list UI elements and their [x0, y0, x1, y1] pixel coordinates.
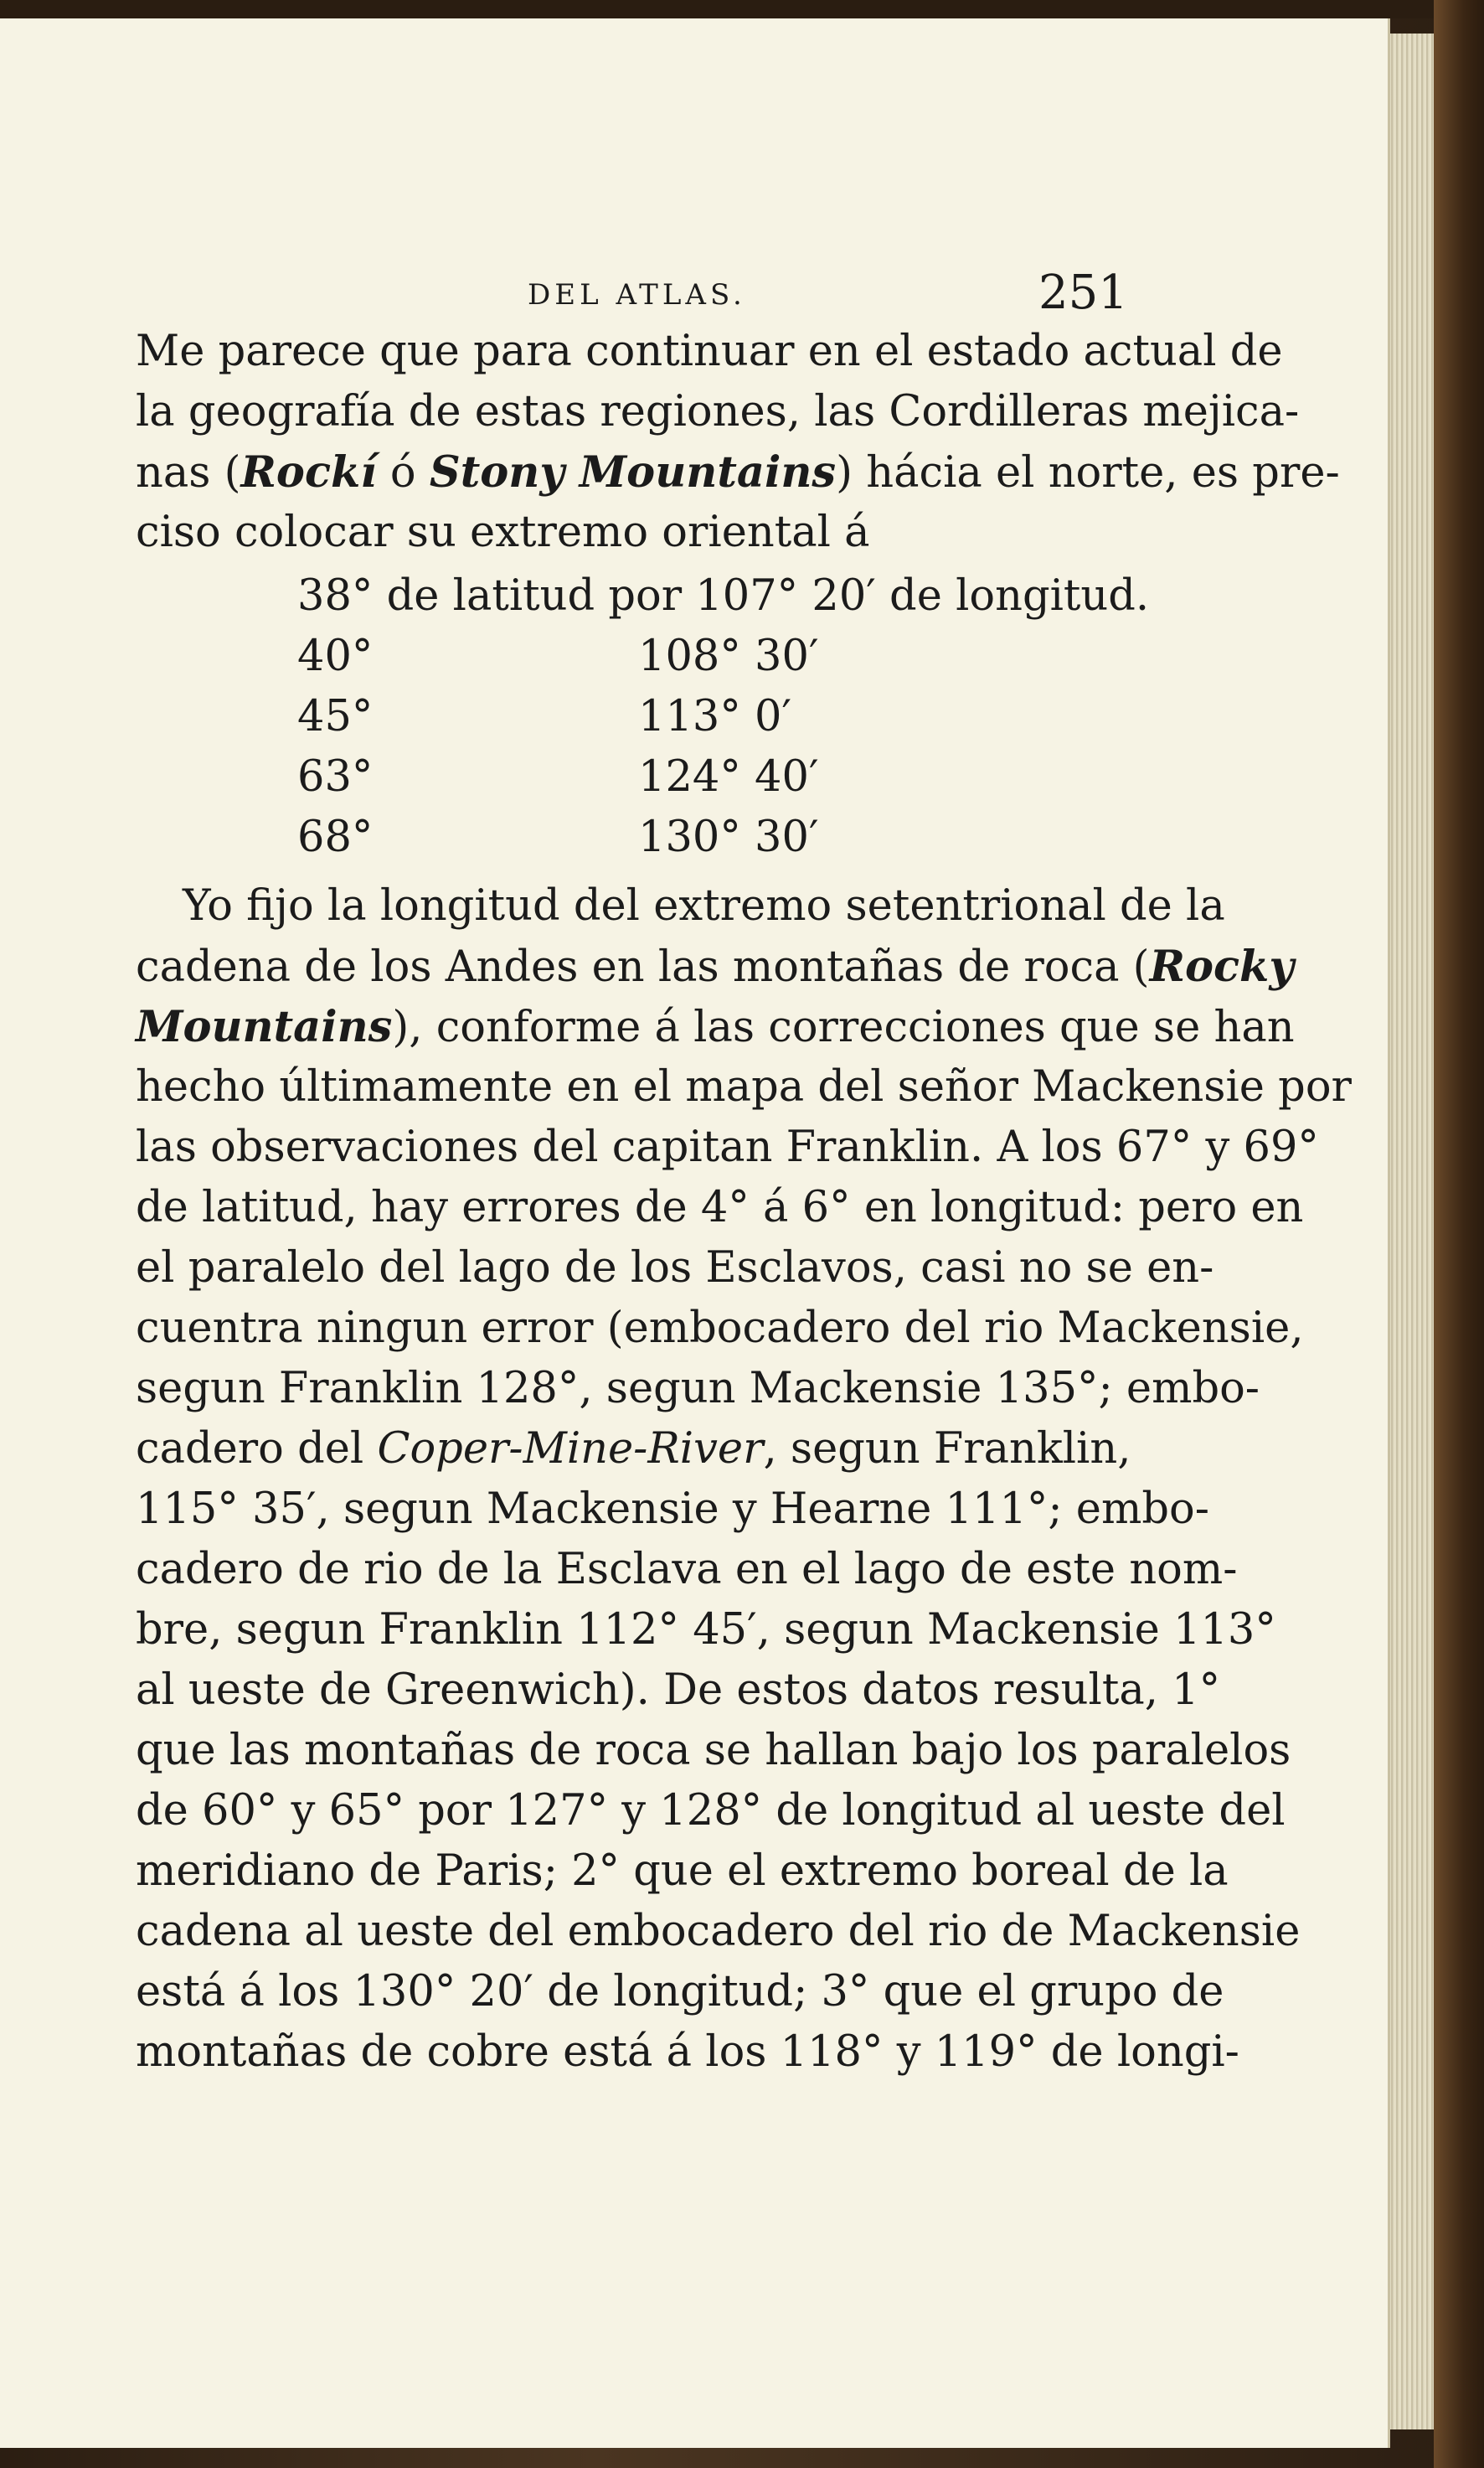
- text-line: Yo fijo la longitud del extremo setentrional de la: [183, 881, 1225, 931]
- text-line: que las montañas de roca se hallan bajo los paralelos: [136, 1726, 1291, 1775]
- text-line: segun Franklin 128°, segun Mackensie 135°; embo-: [136, 1364, 1260, 1413]
- book-page: [0, 18, 1390, 2448]
- text-line: Me parece que para continuar en el estado actual de: [136, 327, 1283, 376]
- text-line: montañas de cobre está á los 118° y 119° de longi-: [136, 2027, 1239, 2077]
- text-line: de 60° y 65° por 127° y 128° de longitud al ueste del: [136, 1786, 1286, 1836]
- text-line: 115° 35′, segun Mackensie y Hearne 111°; embo-: [136, 1484, 1209, 1534]
- text-line: cuentra ningun error (embocadero del rio Mackensie,: [136, 1304, 1304, 1353]
- coordinate-latitude: 68°: [297, 813, 374, 862]
- running-title: DEL ATLAS.: [528, 278, 746, 312]
- text-line: nas (Rockí ó Stony Mountains) hácia el norte, es pre-: [136, 447, 1340, 498]
- coordinate-longitude: 124° 40′: [638, 752, 819, 802]
- text-line: bre, segun Franklin 112° 45′, segun Mackensie 113°: [136, 1605, 1276, 1655]
- text-line: meridiano de Paris; 2° que el extremo boreal de la: [136, 1846, 1229, 1896]
- text-line: las observaciones del capitan Franklin. A los 67° y 69°: [136, 1123, 1319, 1172]
- text-line: cadero de rio de la Esclava en el lago de este nom-: [136, 1545, 1238, 1594]
- text-line: cadena de los Andes en las montañas de roca (Rocky: [136, 942, 1295, 992]
- text-line: cadena al ueste del embocadero del rio de Mackensie: [136, 1907, 1301, 1956]
- text-line: al ueste de Greenwich). De estos datos resulta, 1°: [136, 1665, 1221, 1715]
- text-line: cadero del Coper-Mine-River, segun Franklin,: [136, 1424, 1131, 1474]
- coordinate-latitude: 40°: [297, 632, 374, 681]
- text-line: la geografía de estas regiones, las Cordilleras mejica-: [136, 387, 1300, 436]
- book-cover-top-edge: [0, 0, 1484, 18]
- text-line: está á los 130° 20′ de longitud; 3° que el grupo de: [136, 1967, 1224, 2016]
- text-line: el paralelo del lago de los Esclavos, casi no se en-: [136, 1243, 1214, 1293]
- coordinate-row-first: 38° de latitud por 107° 20′ de longitud.: [297, 571, 1150, 621]
- coordinate-longitude: 108° 30′: [638, 632, 819, 681]
- text-line: hecho últimamente en el mapa del señor Mackensie por: [136, 1062, 1352, 1112]
- text-line: de latitud, hay errores de 4° á 6° en longitud: pero en: [136, 1183, 1304, 1232]
- book-cover-right-edge: [1434, 0, 1484, 2468]
- text-line: Mountains), conforme á las correcciones que se han: [136, 1002, 1295, 1052]
- coordinate-longitude: 113° 0′: [638, 692, 792, 741]
- coordinate-latitude: 45°: [297, 692, 374, 741]
- text-line: ciso colocar su extremo oriental á: [136, 508, 870, 557]
- page-number: 251: [1038, 266, 1128, 320]
- coordinate-longitude: 130° 30′: [638, 813, 819, 862]
- coordinate-latitude: 63°: [297, 752, 374, 802]
